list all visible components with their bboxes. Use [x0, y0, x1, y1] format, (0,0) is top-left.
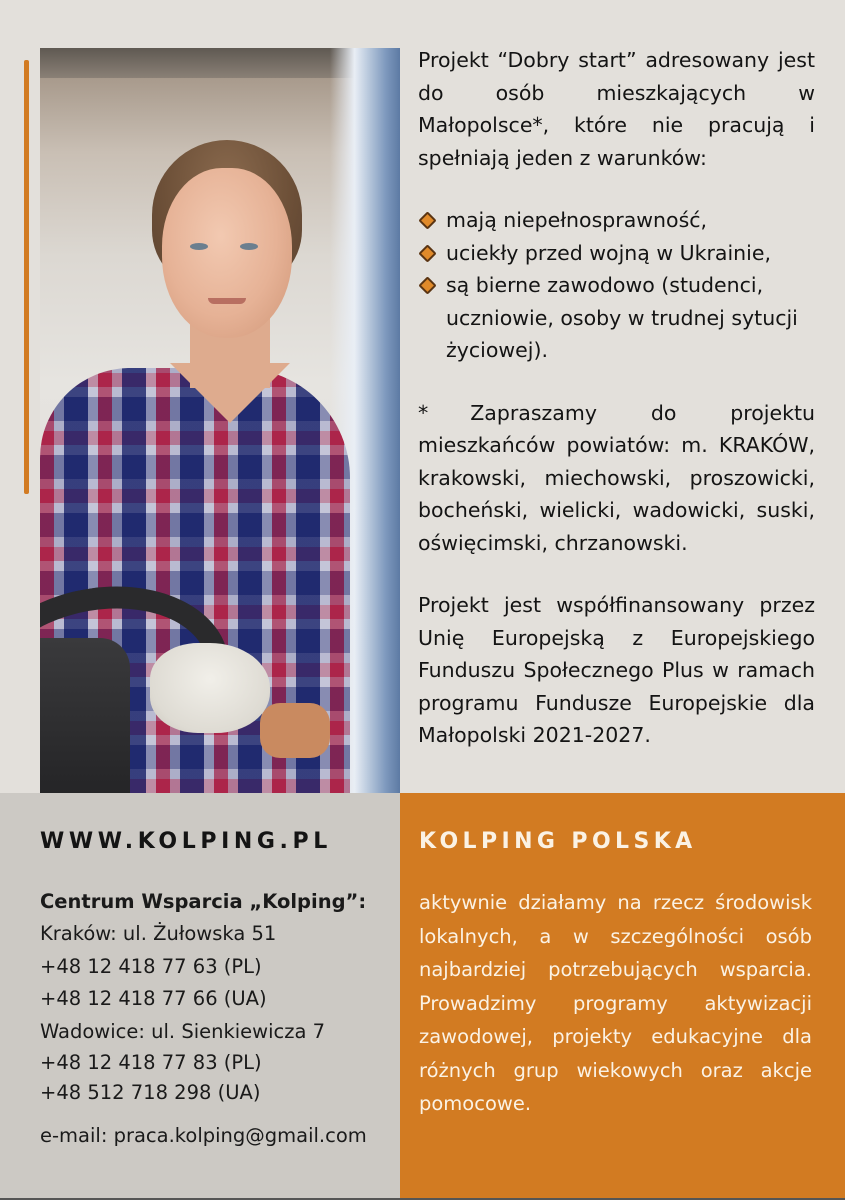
diamond-bullet-icon	[418, 276, 436, 294]
address-krakow: Kraków: ul. Żułowska 51	[40, 922, 277, 945]
project-description	[418, 44, 815, 752]
accent-bar	[24, 60, 29, 494]
phone-krakow-pl[interactable]: +48 12 418 77 63 (PL)	[40, 954, 262, 978]
organization-description: aktywnie działamy na rzecz środowisk lokalnych, a w szczególności osób najbardziej potrzebujących wsparcia. Prowadzimy programy aktywizacji zawodowej, projekty edukacyjne dla różnych grup wiekowych oraz akcje pomocowe.	[419, 891, 812, 1115]
address-wadowice: Wadowice: ul. Sienkiewicza 7	[40, 1019, 326, 1043]
contact-center-title: Centrum Wsparcia „Kolping”:	[40, 890, 367, 913]
criteria-item: są bierne zawodowo (studenci, uczniowie, osoby w trudnej sytucji życiowej).	[418, 269, 815, 367]
funding-text: Projekt jest współfinansowany przez Unię Europejską z Europejskiego Funduszu Społecznego Plus w ramach programu Fundusze Europejskie dla Małopolski 2021-2027.	[418, 593, 815, 747]
phone-wadowice-pl[interactable]: +48 12 418 77 83 (PL)	[40, 1051, 262, 1074]
footnote-marker: *	[418, 400, 429, 425]
phone-wadowice-ua[interactable]: +48 512 718 298 (UA)	[40, 1081, 261, 1104]
gloved-hand	[150, 643, 270, 733]
contact-panel	[0, 793, 400, 1200]
website-link[interactable]: WWW.KOLPING.PL	[40, 829, 332, 854]
diamond-bullet-icon	[418, 211, 436, 229]
criteria-list	[418, 204, 815, 367]
diamond-bullet-icon	[418, 244, 436, 262]
criteria-item: mają niepełnosprawność,	[418, 204, 815, 237]
region-note: * Zapraszamy do projektu mieszkańców powiatów: m. KRAKÓW, krakowski, miechowski, proszowicki, bocheński, wielicki, wadowicki, suski, oświęcimski, chrzanowski.	[418, 400, 815, 555]
hero-photo	[40, 48, 400, 793]
criteria-item: uciekły przed wojną w Ukrainie,	[418, 237, 815, 270]
email-link[interactable]: e-mail: praca.kolping@gmail.com	[40, 1124, 367, 1147]
intro-text: Projekt “Dobry start” adresowany jest do osób mieszkających w Małopolsce*, które nie pracują i spełniają jeden z warunków:	[418, 48, 815, 170]
organization-panel	[400, 793, 845, 1200]
organization-title: KOLPING POLSKA	[419, 829, 697, 854]
phone-krakow-ua[interactable]: +48 12 418 77 66 (UA)	[40, 987, 267, 1010]
